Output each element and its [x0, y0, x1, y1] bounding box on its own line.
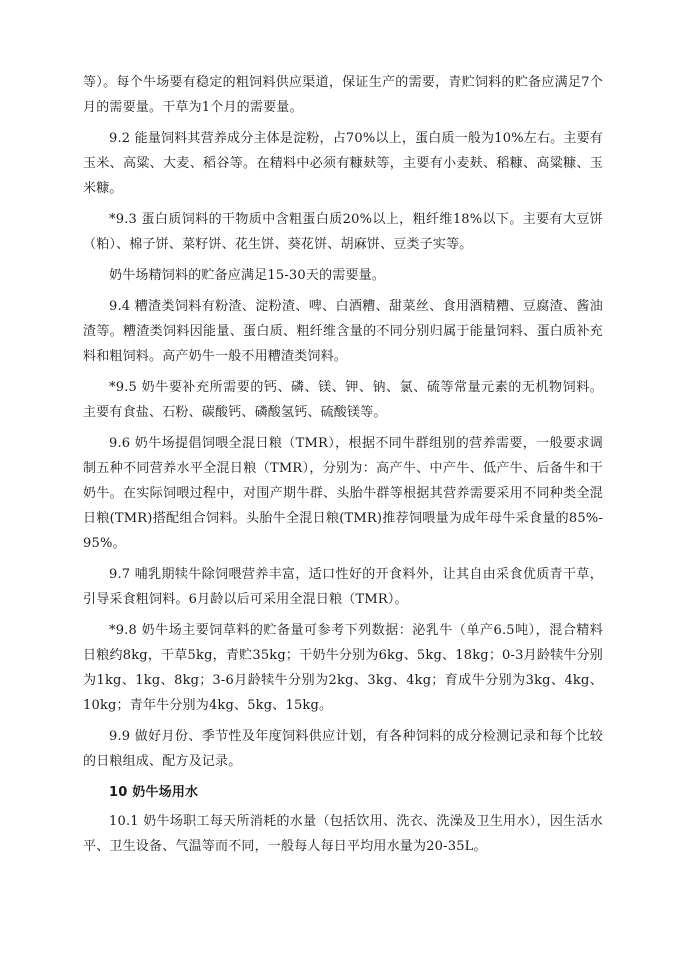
- paragraph-9-6-tmr: 9.6 奶牛场提倡饲喂全混日粮（TMR），根据不同牛群组别的营养需要，一般要求调制五种不同营养水平全混日粮（TMR），分别为：高产牛、中产牛、低产牛、后备牛和干奶牛。在实际饲喂过程中，对围产期牛群、头胎牛群等根据其营养需要采用不同种类全混日粮(TMR)搭配组合饲料。头胎牛全混日粮(TMR)推荐饲喂量为成年母牛采食量的85%-95%。: [83, 436, 603, 551]
- paragraph-9-8-storage-amounts: *9.8 奶牛场主要饲草料的贮备量可参考下列数据：泌乳牛（单产6.5吨），混合精料日粮约8kg，干草5kg，青贮35kg；干奶牛分别为6kg、5kg、18kg；0-3月龄犊牛分别为1kg、1kg、8kg；3-6月龄犊牛分别为2kg、3kg、4kg；育成牛分别为3kg、4kg、10kg；青年牛分别为4kg、5kg、15kg。: [83, 623, 603, 713]
- paragraph-9-5-mineral-feed: *9.5 奶牛要补充所需要的钙、磷、镁、钾、钠、氯、硫等常量元素的无机物饲料。主要有食盐、石粉、碳酸钙、磷酸氢钙、硫酸镁等。: [83, 380, 603, 420]
- paragraph-continuation: 等）。每个牛场要有稳定的粗饲料供应渠道，保证生产的需要，青贮饲料的贮备应满足7个月的需要量。干草为1个月的需要量。: [83, 75, 603, 115]
- paragraph-9-3-protein-feed: *9.3 蛋白质饲料的干物质中含粗蛋白质20%以上，粗纤维18%以下。主要有大豆饼（粕）、棉子饼、菜籽饼、花生饼、葵花饼、胡麻饼、豆类子实等。: [83, 212, 603, 252]
- paragraph-9-4-distillers-grains: 9.4 糟渣类饲料有粉渣、淀粉渣、啤、白酒糟、甜菜丝、食用酒精糟、豆腐渣、酱油渣等。糟渣类饲料因能量、蛋白质、粗纤维含量的不同分别归属于能量饲料、蛋白质补充料和粗饲料。高产奶牛一般不用糟渣类饲料。: [83, 299, 603, 364]
- paragraph-10-1-water-usage: 10.1 奶牛场职工每天所消耗的水量（包括饮用、洗衣、洗澡及卫生用水），因生活水平、卫生设备、气温等而不同，一般每人每日平均用水量为20-35L。: [83, 814, 603, 854]
- paragraph-9-7-calf-feeding: 9.7 哺乳期犊牛除饲喂营养丰富，适口性好的开食料外，让其自由采食优质青干草，引导采食粗饲料。6月龄以后可采用全混日粮（TMR）。: [83, 567, 603, 607]
- paragraph-concentrate-storage: 奶牛场精饲料的贮备应满足15-30天的需要量。: [109, 268, 386, 283]
- paragraph-9-2-energy-feed: 9.2 能量饲料其营养成分主体是淀粉，占70%以上，蛋白质一般为10%左右。主要有玉米、高粱、大麦、稻谷等。在精料中必须有糠麸等，主要有小麦麸、稻糠、高粱糠、玉米糠。: [83, 131, 603, 196]
- paragraph-9-9-supply-plan: 9.9 做好月份、季节性及年度饲料供应计划，有各种饲料的成分检测记录和每个比较的日粮组成、配方及记录。: [83, 729, 603, 769]
- section-heading-water: 10 奶牛场用水: [109, 785, 199, 800]
- document-body: [83, 70, 603, 865]
